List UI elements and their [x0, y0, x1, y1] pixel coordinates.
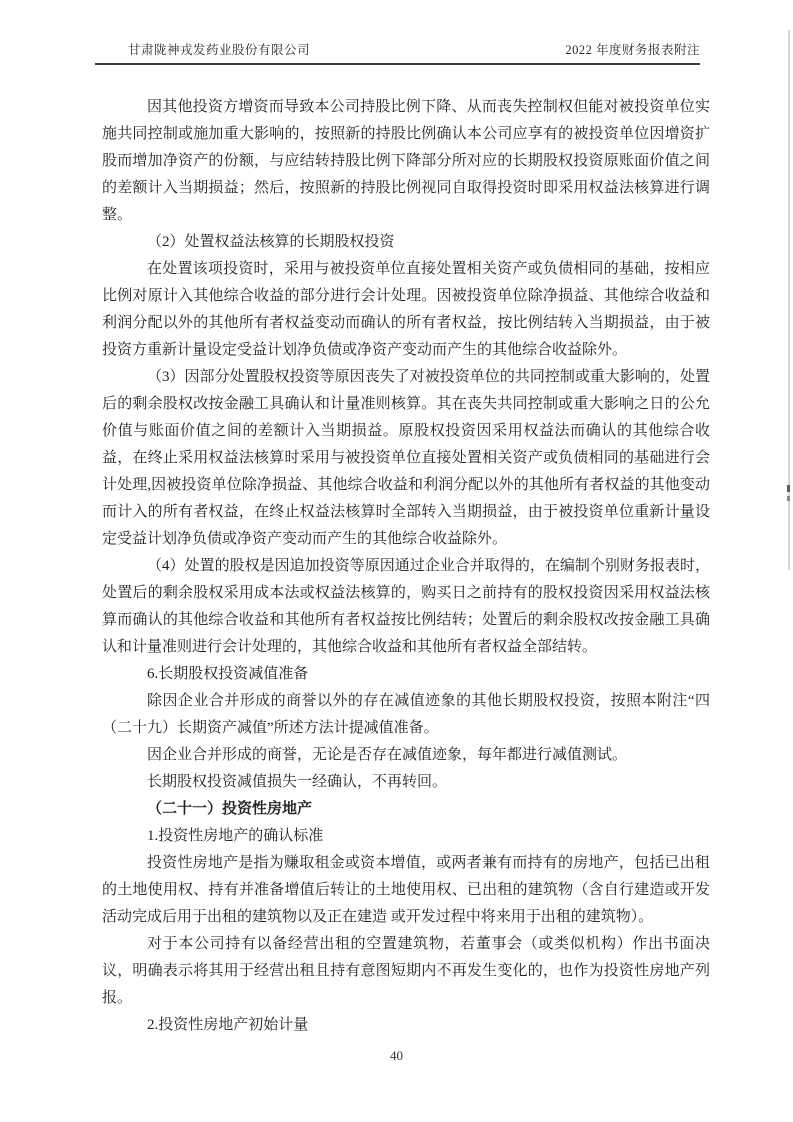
document-body: [102, 94, 710, 1039]
page-header: [95, 40, 700, 65]
section-subheading: 1.投资性房地产的确认标准: [147, 828, 324, 844]
body-paragraph: 在处置该项投资时，采用与被投资单位直接处置相关资产或负债相同的基础，按相应比例对原计入其他综合收益的部分进行会计处理。因被投资单位除净损益、其他综合收益和利润分配以外的其他所有者权益变动而确认的所有者权益，按比例结转入当期损益，由于被投资方重新计量设定受益计划净负债或净资产变动而产生的其他综合收益除外。: [102, 261, 710, 358]
body-paragraph: 对于本公司持有以备经营出租的空置建筑物，若董事会（或类似机构）作出书面决议，明确表示将其用于经营出租且持有意图短期内不再发生变化的，也作为投资性房地产列报。: [102, 936, 710, 1006]
body-paragraph: 因其他投资方增资而导致本公司持股比例下降、从而丧失控制权但能对被投资单位实施共同控制或施加重大影响的，按照新的持股比例确认本公司应享有的被投资单位因增资扩股而增加净资产的份额，与应结转持股比例下降部分所对应的长期股权投资原账面价值之间的差额计入当期损益；然后，按照新的持股比例视同自取得投资时即采用权益法核算进行调整。: [102, 99, 710, 223]
section-subheading: 6.长期股权投资减值准备: [147, 666, 309, 682]
scan-artifact-mark: [787, 496, 790, 501]
section-subheading: 2.投资性房地产初始计量: [147, 1017, 309, 1033]
header-company-name: 甘肃陇神戎发药业股份有限公司: [128, 43, 311, 57]
body-paragraph: 长期股权投资减值损失一经确认，不再转回。: [147, 774, 448, 790]
body-paragraph: 除因企业合并形成的商誉以外的存在减值迹象的其他长期股权投资，按照本附注“四（二十九）长期资产减值”所述方法计提减值准备。: [102, 693, 710, 736]
section-heading: （二十一）投资性房地产: [147, 801, 313, 817]
body-paragraph: 投资性房地产是指为赚取租金或资本增值，或两者兼有而持有的房地产，包括已出租的土地使用权、持有并准备增值后转让的土地使用权、已出租的建筑物（含自行建造或开发活动完成后用于出租的建筑物以及正在建造 或开发过程中将来用于出租的建筑物）。: [102, 855, 710, 925]
section-subheading: （2）处置权益法核算的长期股权投资: [147, 234, 395, 250]
body-paragraph: 因企业合并形成的商誉，无论是否存在减值迹象，每年都进行减值测试。: [147, 747, 628, 763]
body-paragraph: （3）因部分处置股权投资等原因丧失了对被投资单位的共同控制或重大影响的，处置后的剩余股权改按金融工具确认和计量准则核算。其在丧失共同控制或重大影响之日的公允价值与账面价值之间的差额计入当期损益。原股权投资因采用权益法而确认的其他综合收益，在终止采用权益法核算时采用与被投资单位直接处置相关资产或负债相同的基础进行会计处理,因被投资单位除净损益、其他综合收益和利润分配以外的其他所有者权益的其他变动而计入的所有者权益，在终止权益法核算时全部转入当期损益，由于被投资单位重新计量设定受益计划净负债或净资产变动而产生的其他综合收益除外。: [102, 369, 710, 547]
header-report-title: 2022 年度财务报表附注: [565, 43, 700, 57]
page-number: 40: [390, 1048, 403, 1063]
body-paragraph: （4）处置的股权是因追加投资等原因通过企业合并取得的，在编制个别财务报表时，处置后的剩余股权采用成本法或权益法核算的，购买日之前持有的股权投资因采用权益法核算而确认的其他综合收益和其他所有者权益按比例结转；处置后的剩余股权改按金融工具确认和计量准则进行会计处理的，其他综合收益和其他所有者权益全部结转。: [102, 558, 710, 655]
scan-artifact-mark: [787, 485, 790, 492]
